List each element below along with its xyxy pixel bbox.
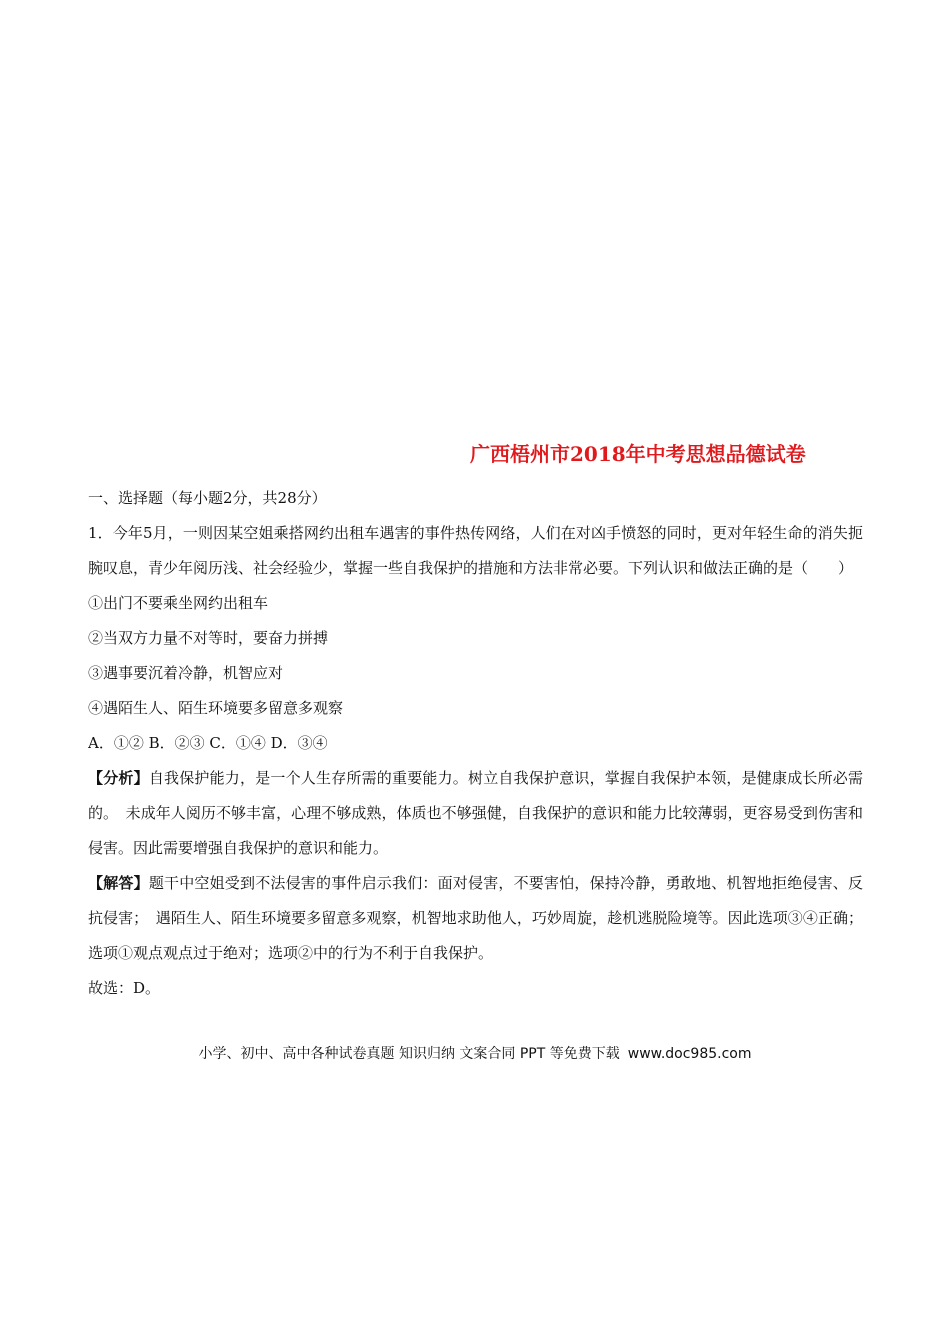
exam-content bbox=[88, 481, 863, 1006]
option-3: ③遇事要沉着冷静，机智应对 bbox=[88, 664, 284, 682]
solution-block bbox=[88, 866, 863, 971]
analysis-label: 【分析】 bbox=[88, 769, 149, 787]
final-answer: 故选：D。 bbox=[88, 979, 161, 997]
footer-banner bbox=[0, 1043, 950, 1063]
footer-site-link[interactable]: www.doc985.com bbox=[627, 1046, 752, 1062]
exam-title: 广西梧州市2018年中考思想品德试卷 bbox=[470, 442, 806, 466]
option-4: ④遇陌生人、陌生环境要多留意多观察 bbox=[88, 699, 344, 717]
option-2: ②当双方力量不对等时，要奋力拼搏 bbox=[88, 629, 329, 647]
solution-text: 题干中空姐受到不法侵害的事件启示我们：面对侵害，不要害怕，保持冷静，勇敢地、机智地拒绝侵害、反抗侵害； 遇陌生人、陌生环境要多留意多观察，机智地求助他人，巧妙周旋，趁机逃脱险境等。因此选项③④正确；选项①观点观点过于绝对；选项②中的行为不利于自我保护。 bbox=[88, 874, 863, 962]
question-stem: 1．今年5月，一则因某空姐乘搭网约出租车遇害的事件热传网络，人们在对凶手愤怒的同时，更对年轻生命的消失扼腕叹息，青少年阅历浅、社会经验少，掌握一些自我保护的措施和方法非常必要。下列认识和做法正确的是（ ） bbox=[88, 524, 863, 577]
answer-choices: A．①② B．②③ C．①④ D．③④ bbox=[88, 734, 328, 752]
option-1: ①出门不要乘坐网约出租车 bbox=[88, 594, 269, 612]
footer-text: 小学、初中、高中各种试卷真题 知识归纳 文案合同 PPT 等免费下载 bbox=[198, 1046, 620, 1062]
solution-label: 【解答】 bbox=[88, 874, 149, 892]
analysis-text: 自我保护能力，是一个人生存所需的重要能力。树立自我保护意识，掌握自我保护本领，是健康成长所必需的。 未成年人阅历不够丰富，心理不够成熟，体质也不够强健，自我保护的意识和能力比较薄弱，更容易受到伤害和侵害。因此需要增强自我保护的意识和能力。 bbox=[88, 769, 863, 857]
section-heading: 一、选择题（每小题2分，共28分） bbox=[88, 489, 327, 507]
analysis-block bbox=[88, 761, 863, 866]
